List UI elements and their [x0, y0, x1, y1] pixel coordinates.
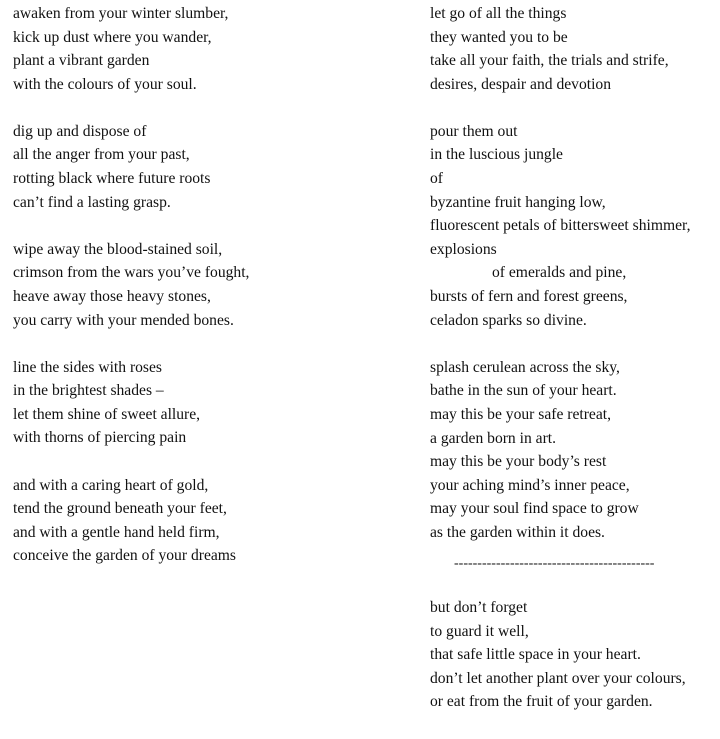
poem-line: bathe in the sun of your heart.: [430, 382, 617, 400]
poem-line: in the luscious jungle: [430, 146, 563, 164]
poem-line: in the brightest shades –: [13, 382, 164, 400]
poem-line: you carry with your mended bones.: [13, 311, 234, 329]
poem-line: and with a caring heart of gold,: [13, 476, 209, 494]
poem-line: don’t let another plant over your colours,: [430, 669, 686, 687]
stanza-3: [13, 238, 353, 332]
poem-line: but don’t forget: [430, 599, 528, 617]
poem-line: may your soul find space to grow: [430, 500, 639, 518]
poem-line: pour them out: [430, 122, 518, 140]
poem-line: take all your faith, the trials and strife,: [430, 52, 669, 70]
poem-line: tend the ground beneath your feet,: [13, 500, 227, 518]
poem-line: fluorescent petals of bittersweet shimmer,: [430, 217, 691, 235]
poem-line: byzantine fruit hanging low,: [430, 193, 606, 211]
left-poem-column: [13, 2, 353, 591]
poem-line: or eat from the fruit of your garden.: [430, 693, 653, 711]
poem-line-indented: of emeralds and pine,: [492, 264, 627, 282]
right-poem-column: [430, 2, 715, 738]
stanza-8: [430, 356, 715, 545]
poem-line: line the sides with roses: [13, 358, 162, 376]
poem-line: conceive the garden of your dreams: [13, 547, 236, 565]
poem-line: all the anger from your past,: [13, 146, 190, 164]
poem-line: awaken from your winter slumber,: [13, 5, 229, 22]
poem-line: plant a vibrant garden: [13, 52, 150, 70]
poem-line: kick up dust where you wander,: [13, 28, 212, 46]
poem-line: with thorns of piercing pain: [13, 429, 187, 447]
poem-line: crimson from the wars you’ve fought,: [13, 264, 250, 282]
poem-line: to guard it well,: [430, 622, 529, 640]
stanza-2: [13, 120, 353, 214]
poem-line: let go of all the things: [430, 5, 567, 22]
poem-line: they wanted you to be: [430, 28, 568, 46]
poem-line: with the colours of your soul.: [13, 75, 197, 93]
poem-line: rotting black where future roots: [13, 170, 211, 188]
stanza-6: [430, 2, 715, 96]
poem-line: bursts of fern and forest greens,: [430, 288, 628, 306]
poem-line: heave away those heavy stones,: [13, 287, 211, 305]
poem-line: wipe away the blood-stained soil,: [13, 240, 223, 258]
poem-line: can’t find a lasting grasp.: [13, 193, 171, 211]
poem-line: splash cerulean across the sky,: [430, 358, 620, 376]
poem-line: celadon sparks so divine.: [430, 311, 587, 329]
poem-line: may this be your safe retreat,: [430, 405, 611, 423]
poem-line: let them shine of sweet allure,: [13, 405, 201, 423]
stanza-5: [13, 474, 353, 568]
poem-line: may this be your body’s rest: [430, 453, 607, 471]
stanza-9: [430, 596, 715, 714]
stanza-4: [13, 356, 353, 450]
poem-line: that safe little space in your heart.: [430, 646, 641, 664]
poem-line: a garden born in art.: [430, 429, 556, 447]
stanza-1: [13, 2, 353, 96]
poem-line: of: [430, 170, 443, 188]
poem-line: explosions: [430, 240, 497, 258]
poem-line: and with a gentle hand held firm,: [13, 523, 220, 541]
poem-line: desires, despair and devotion: [430, 75, 612, 93]
poem-line: dig up and dispose of: [13, 122, 147, 140]
stanza-7: [430, 120, 715, 332]
poem-line: your aching mind’s inner peace,: [430, 476, 630, 494]
section-divider: -------------------------------------------: [454, 556, 655, 572]
poem-line: as the garden within it does.: [430, 523, 605, 541]
